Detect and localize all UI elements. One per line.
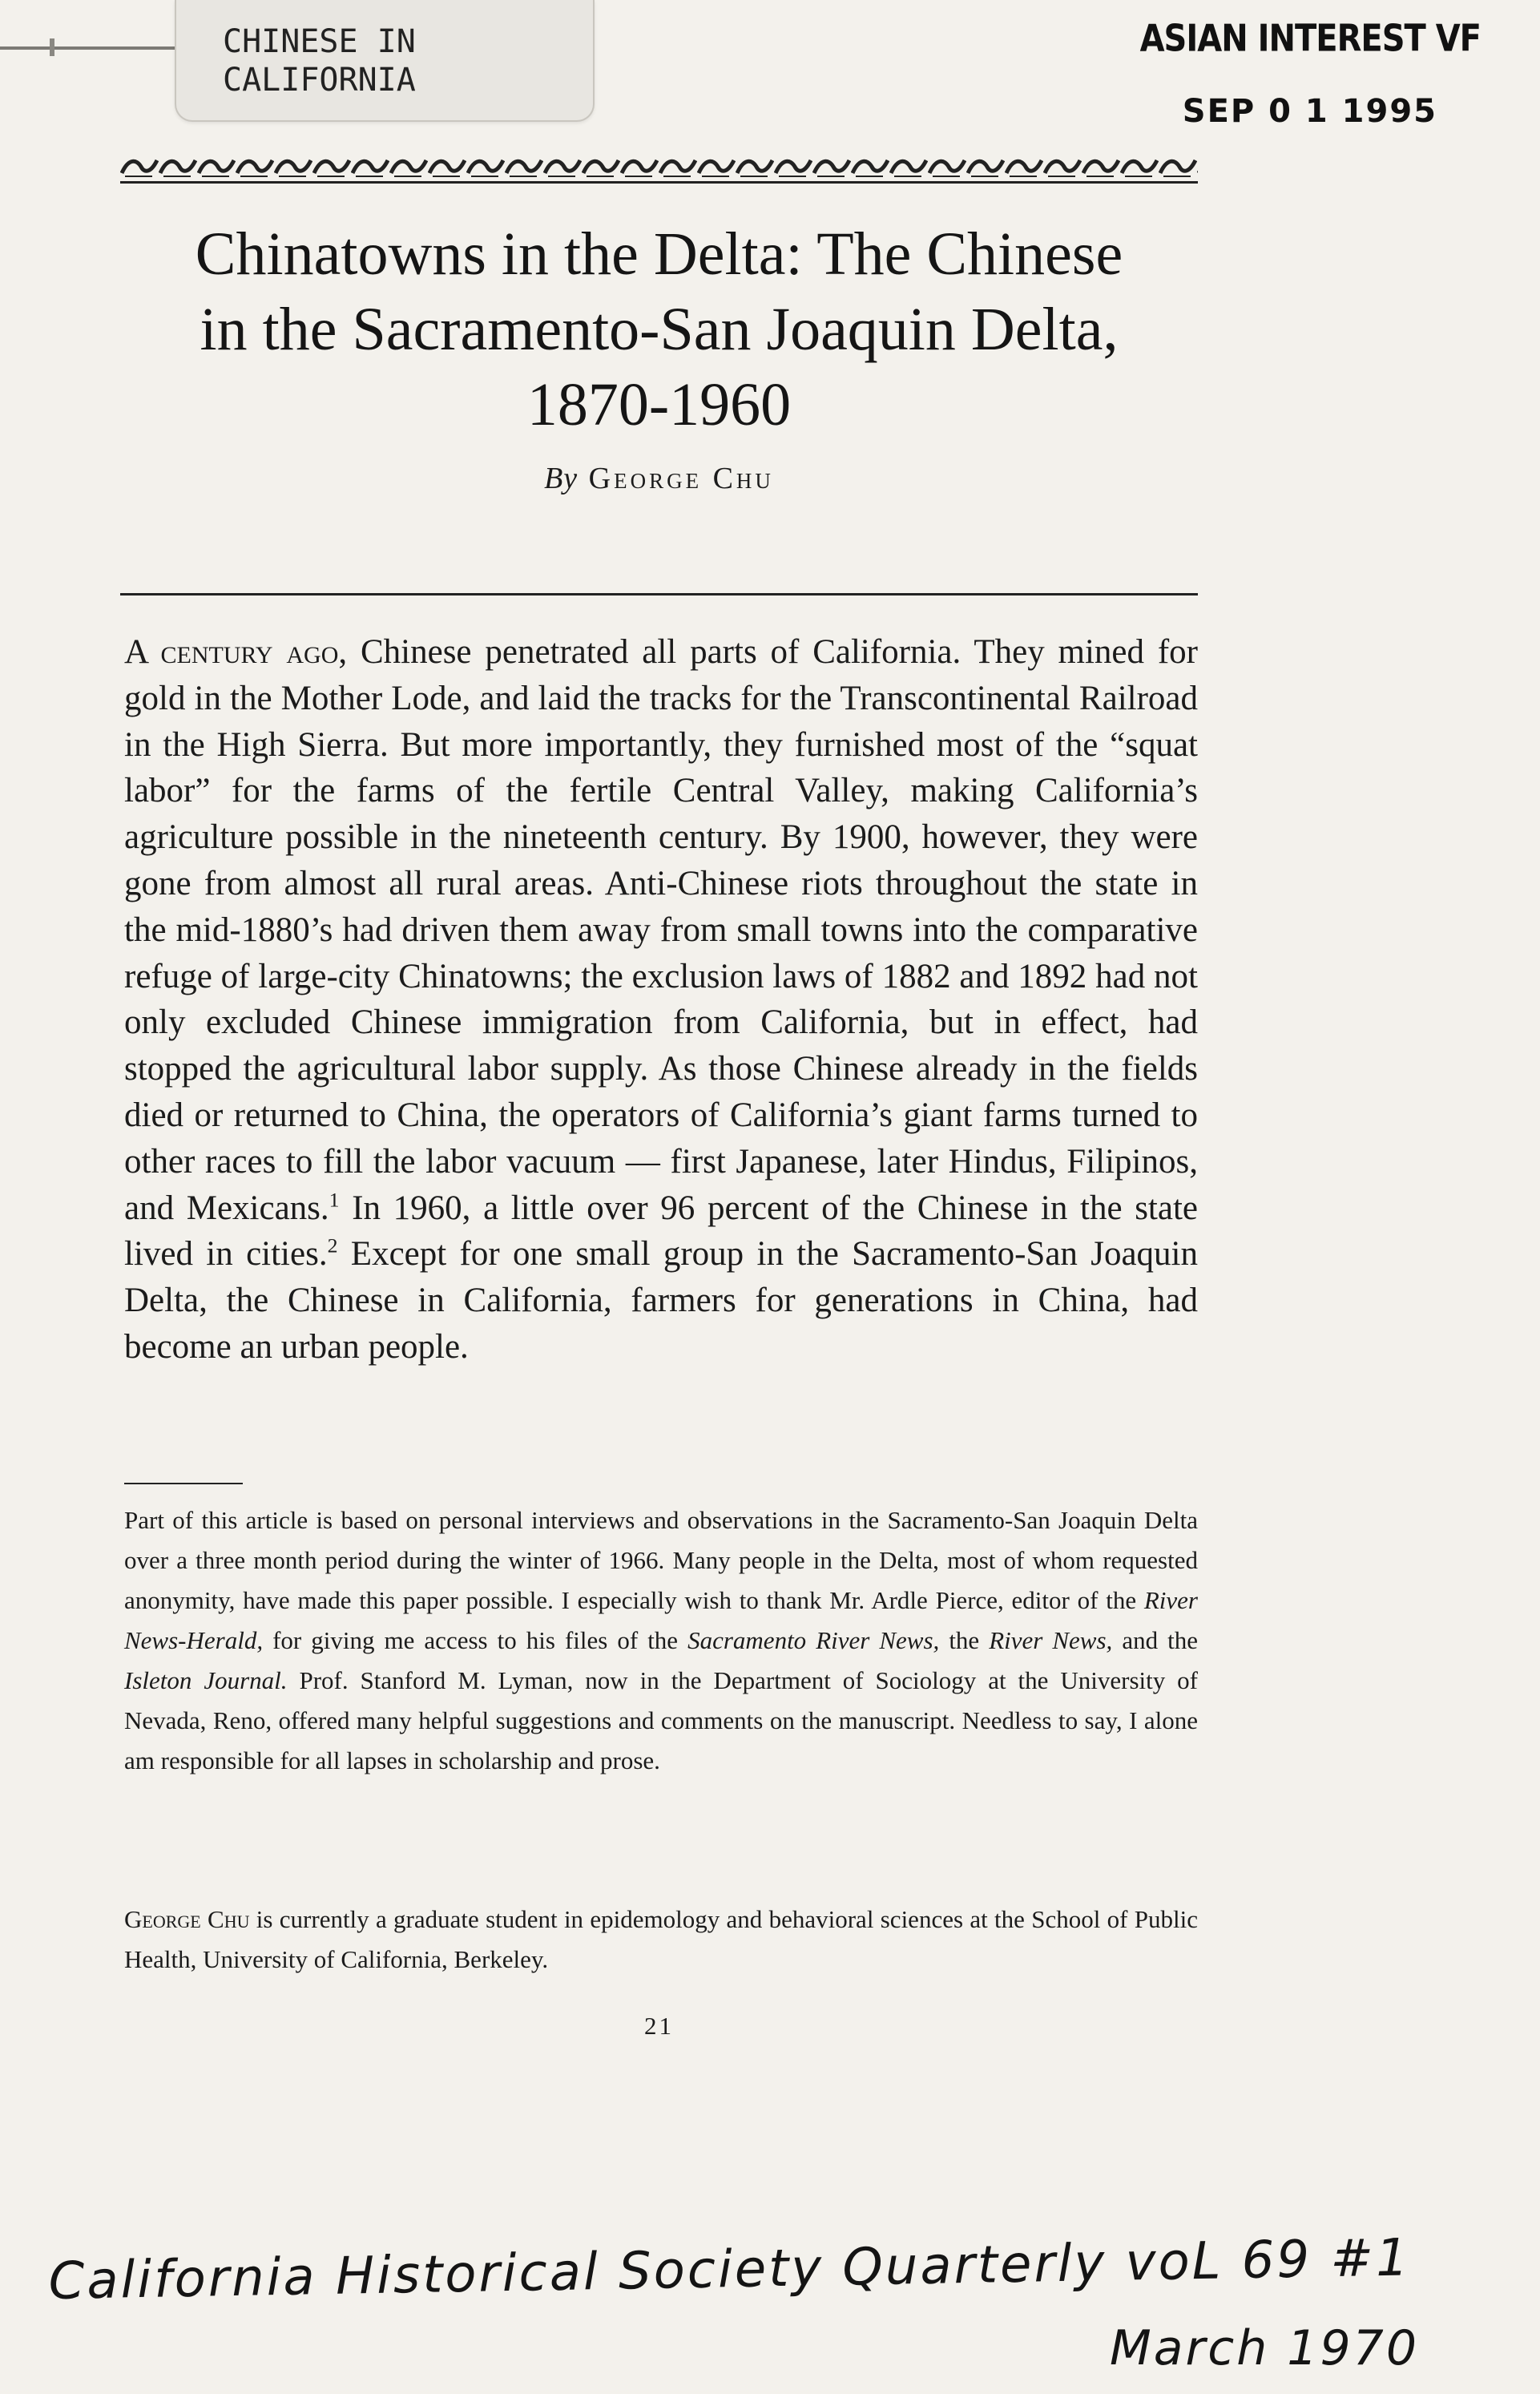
footnote-marker-2: 2 (327, 1234, 338, 1258)
publication-title: Sacramento River News, (687, 1626, 940, 1654)
body-text-2: In 1960, a little over 96 percent of the Chinese in the state lived in cities. (124, 1189, 1198, 1274)
publication-title: Isleton Journal. (124, 1666, 288, 1694)
article-title: Chinatowns in the Delta: The Chinese in the Sacramento-San Joaquin Delta, 1870-1960 (195, 220, 1123, 438)
paper-clip-line (0, 46, 175, 50)
ornamental-border (120, 152, 1198, 181)
archive-label (175, 0, 595, 122)
publication-title: River News-Herald, (124, 1586, 1198, 1654)
lead-in: A century ago, (124, 633, 348, 671)
body-text-1: Chinese penetrated all parts of California. They mined for gold in the Mother Lode, and laid the tracks for the Transcontinental Railroad in the High Sierra. But more importantly, they furnished most of the “squat labor” for the farms of the fertile Central Valley, making California’s agriculture possible in the nineteenth century. By 1900, however, they were gone from almost all rural areas. Anti-Chinese riots throughout the state in the mid-1880’s had driven them away from small towns into the comparative refuge of large-city Chinatowns; the exclusion laws of 1882 and 1892 had not only excluded Chinese immigration from California, but in effect, had stopped the agricultural labor supply. As those Chinese already in the fields died or returned to China, the operators of California’s giant farms turned to other races to fill the labor vacuum — first Japanese, later Hindus, Filipinos, and Mexicans. (124, 633, 1199, 1227)
archive-label-text: CHINESE IN CALIFORNIA (223, 23, 416, 99)
author-bio (124, 1899, 1198, 1980)
note-text-2: for giving me access to his files of the (263, 1626, 688, 1654)
byline-by: By (544, 462, 579, 495)
body-text-3: Except for one small group in the Sacramento-San Joaquin Delta, the Chinese in California, farmers for generations in China, had become an urban people. (124, 1235, 1199, 1366)
handwritten-date: March 1970 (1110, 2320, 1419, 2376)
byline (120, 461, 1198, 496)
page-number: 21 (644, 2012, 674, 2040)
acknowledgement-note (124, 1500, 1198, 1781)
stamp-date: SEP 0 1 1995 (1182, 93, 1437, 130)
note-text-4: and the (1112, 1626, 1198, 1654)
footnote-marker-1: 1 (329, 1188, 340, 1212)
ornament-rule (120, 181, 1198, 184)
paper-clip-tick (50, 38, 54, 56)
title-rule (120, 593, 1198, 595)
note-text-3: the (939, 1626, 990, 1654)
publication-title: River News, (989, 1626, 1113, 1654)
note-text-1: Part of this article is based on personal interviews and observations in the Sacramento-San Joaquin Delta over a three month period during the winter of 1966. Many people in the Delta, most of whom requested anonymity, have made this paper possible. I especially wish to thank Mr. Ardle Pierce, editor of the (124, 1506, 1198, 1614)
footnote-rule (124, 1483, 243, 1484)
bio-text: is currently a graduate student in epidemology and behavioral sciences at the School of Public Health, University of California, Berkeley. (124, 1905, 1198, 1973)
byline-author: George Chu (588, 462, 774, 495)
bio-name: George Chu (124, 1905, 250, 1933)
article-body (124, 629, 1198, 1371)
handwritten-citation: California Historical Society Quarterly voL 69 #1 (48, 2228, 1412, 2311)
collection-stamp: ASIAN INTEREST VF (1139, 18, 1481, 60)
note-text-5: Prof. Stanford M. Lyman, now in the Department of Sociology at the University of Nevada, Reno, offered many helpful suggestions and comments on the manuscript. Needless to say, I alone am responsible for all lapses in scholarship and prose. (124, 1666, 1199, 1774)
